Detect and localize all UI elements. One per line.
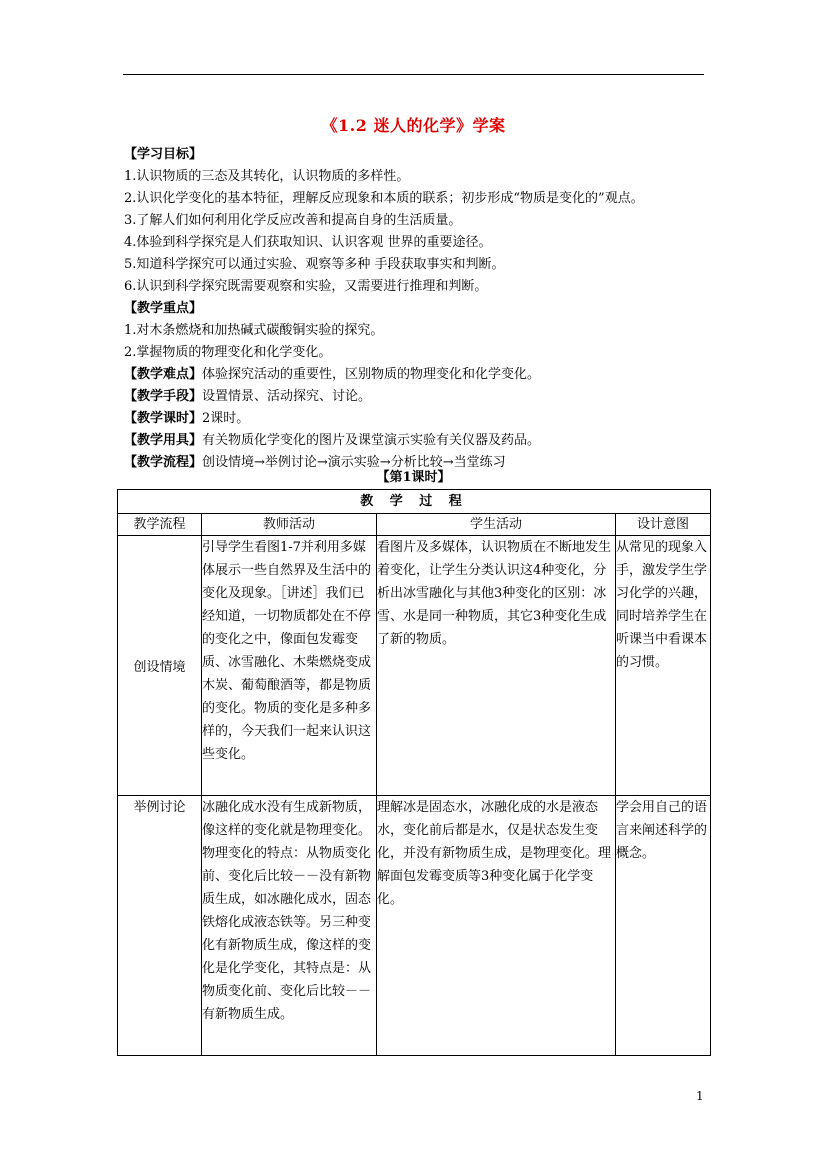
hours-line: 【教学课时】2课时。 bbox=[124, 411, 250, 426]
flow-line: 【教学流程】创设情境→举例讨论→演示实验→分析比较→当堂练习 bbox=[124, 455, 506, 470]
column-header: 教师活动 bbox=[202, 514, 377, 536]
objective-item: 3.了解人们如何利用化学反应改善和提高自身的生活质量。 bbox=[124, 213, 462, 228]
column-header: 教学流程 bbox=[118, 514, 202, 536]
objective-item: 5.知道科学探究可以通过实验、观察等多种 手段获取事实和判断。 bbox=[124, 257, 505, 272]
table-header-row bbox=[118, 514, 711, 536]
table-row bbox=[118, 536, 711, 796]
key-point-item: 1.对木条燃烧和加热碱式碳酸铜实验的探究。 bbox=[124, 323, 384, 338]
page-number: 1 bbox=[696, 1089, 704, 1103]
key-points-heading: 【教学重点】 bbox=[124, 301, 203, 316]
stage-cell: 举例讨论 bbox=[118, 796, 202, 1056]
teacher-activity-cell: 引导学生看图1-7并利用多媒体展示一些自然界及生活中的变化及现象。［讲述］我们已经知道，一切物质都处在不停的变化之中，像面包发霉变质、冰雪融化、木柴燃烧变成木炭、葡萄酿酒等，都是物质的变化。物质的变化是多种多样的，今天我们一起来认识这些变化。 bbox=[202, 536, 377, 796]
lesson-label: 【第1课时】 bbox=[376, 470, 451, 485]
tools-line: 【教学用具】有关物质化学变化的图片及课堂演示实验有关仪器及药品。 bbox=[124, 433, 541, 448]
header-rule bbox=[123, 74, 704, 75]
document-title: 《1.2 迷人的化学》学案 bbox=[321, 116, 506, 135]
design-intent-cell: 学会用自己的语言来阐述科学的概念。 bbox=[616, 796, 711, 1056]
design-intent-cell: 从常见的现象入手，激发学生学习化学的兴趣，同时培养学生在听课当中看课本的习惯。 bbox=[616, 536, 711, 796]
objective-item: 2.认识化学变化的基本特征，理解反应现象和本质的联系；初步形成“物质是变化的”观点。 bbox=[124, 191, 644, 206]
teaching-process-table bbox=[117, 489, 711, 1056]
difficulty-line: 【教学难点】体验探究活动的重要性，区别物质的物理变化和化学变化。 bbox=[124, 367, 541, 382]
objective-item: 6.认识到科学探究既需要观察和实验，又需要进行推理和判断。 bbox=[124, 279, 488, 294]
key-point-item: 2.掌握物质的物理变化和化学变化。 bbox=[124, 345, 332, 360]
means-line: 【教学手段】设置情景、活动探究、讨论。 bbox=[124, 389, 372, 404]
table-title: 教 学 过 程 bbox=[118, 490, 711, 514]
student-activity-cell: 理解冰是固态水，冰融化成的水是液态水，变化前后都是水，仅是状态发生变化，并没有新物质生成，是物理变化。理解面包发霉变质等3种变化属于化学变化。 bbox=[377, 796, 616, 1056]
column-header: 学生活动 bbox=[377, 514, 616, 536]
objectives-heading: 【学习目标】 bbox=[124, 147, 203, 162]
document-body bbox=[124, 144, 724, 474]
objective-item: 1.认识物质的三态及其转化，认识物质的多样性。 bbox=[124, 169, 410, 184]
student-activity-cell: 看图片及多媒体，认识物质在不断地发生着变化，让学生分类认识这4种变化，分析出冰雪融化与其他3种变化的区别：冰雪、水是同一种物质，其它3种变化生成了新的物质。 bbox=[377, 536, 616, 796]
table-row bbox=[118, 796, 711, 1056]
objective-item: 4.体验到科学探究是人们获取知识、认识客观 世界的重要途径。 bbox=[124, 235, 492, 250]
column-header: 设计意图 bbox=[616, 514, 711, 536]
teacher-activity-cell: 冰融化成水没有生成新物质，像这样的变化就是物理变化。物理变化的特点：从物质变化前、变化后比较－－没有新物质生成，如冰融化成水，固态铁熔化成液态铁等。另三种变化有新物质生成，像这样的变化是化学变化，其特点是：从物质变化前、变化后比较－－有新物质生成。 bbox=[202, 796, 377, 1056]
stage-cell: 创设情境 bbox=[118, 536, 202, 796]
